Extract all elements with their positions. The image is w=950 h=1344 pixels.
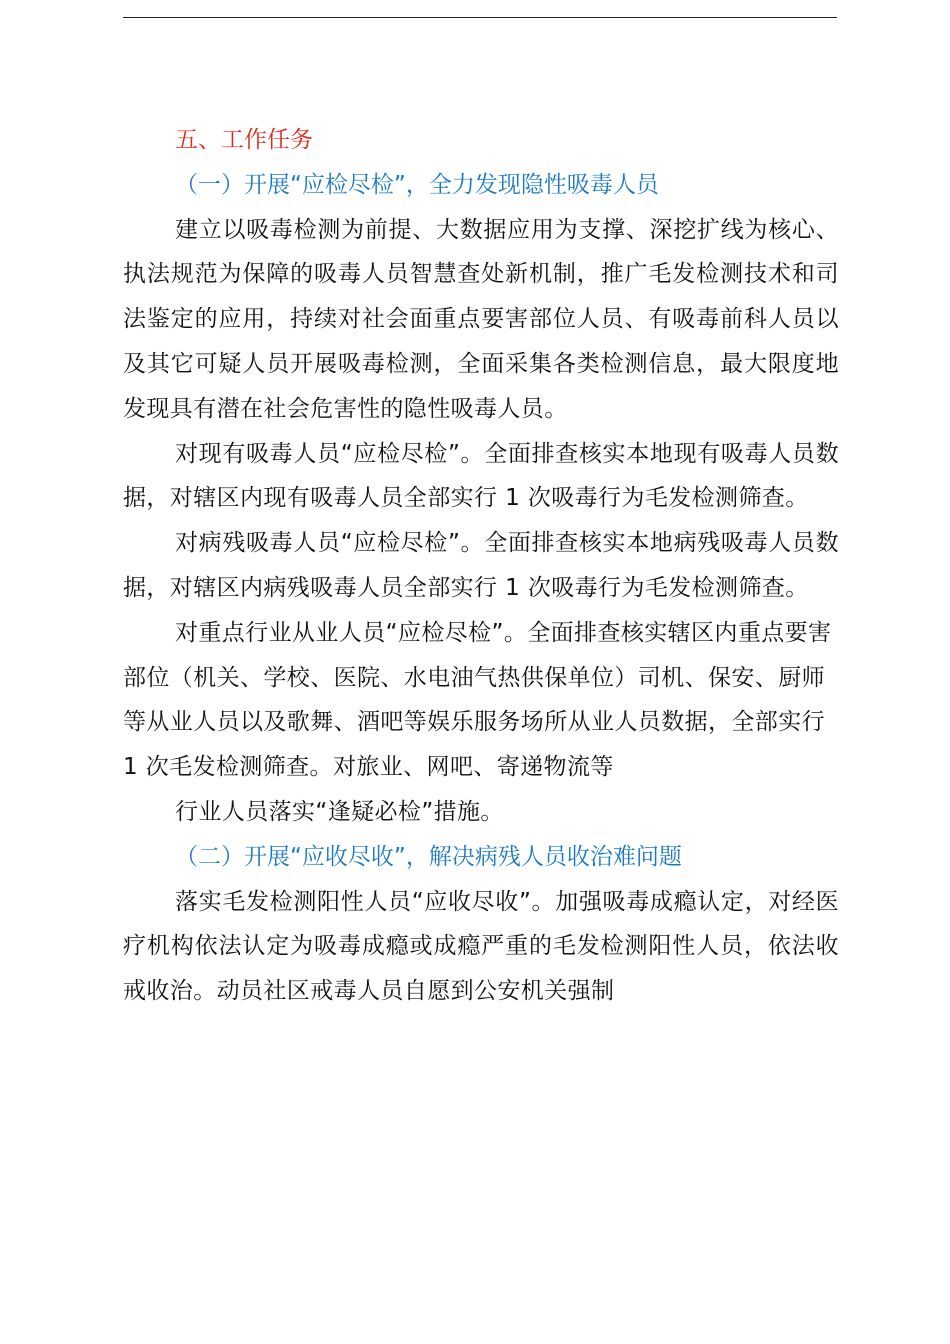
paragraph: 建立以吸毒检测为前提、大数据应用为支撑、深挖扩线为核心、执法规范为保障的吸毒人员智慧查处新机制，推广毛发检测技术和司法鉴定的应用，持续对社会面重点要害部位人员、有吸毒前科人员以及其它可疑人员开展吸毒检测，全面采集各类检测信息，最大限度地发现具有潜在社会危害性的隐性吸毒人员。 — [123, 216, 839, 422]
paragraph: 对重点行业从业人员“应检尽检”。全面排查核实辖区内重点要害部位（机关、学校、医院、水电油气热供保单位）司机、保安、厨师等从业人员以及歌舞、酒吧等娱乐服务场所从业人员数据，全部实行 1 次毛发检测筛查。对旅业、网吧、寄递物流等 — [123, 619, 832, 781]
section-heading: 五、工作任务 — [175, 127, 313, 153]
subsection-heading-1: （一）开展“应检尽检”，全力发现隐性吸毒人员 — [175, 171, 659, 198]
paragraph: 落实毛发检测阳性人员“应收尽收”。加强吸毒成瘾认定，对经医疗机构依法认定为吸毒成瘾或成瘾严重的毛发检测阳性人员，依法收戒收治。动员社区戒毒人员自愿到公安机关强制 — [123, 888, 839, 1005]
header-rule — [123, 17, 837, 18]
paragraph: 对病残吸毒人员“应检尽检”。全面排查核实本地病残吸毒人员数据，对辖区内病残吸毒人员全部实行 1 次吸毒行为毛发检测筛查。 — [123, 530, 839, 601]
paragraph: 行业人员落实“逢疑必检”措施。 — [175, 798, 504, 825]
subsection-heading-2: （二）开展“应收尽收”，解决病残人员收治难问题 — [175, 843, 682, 870]
document-body — [123, 118, 839, 1014]
paragraph: 对现有吸毒人员“应检尽检”。全面排查核实本地现有吸毒人员数据，对辖区内现有吸毒人员全部实行 1 次吸毒行为毛发检测筛查。 — [123, 440, 839, 512]
